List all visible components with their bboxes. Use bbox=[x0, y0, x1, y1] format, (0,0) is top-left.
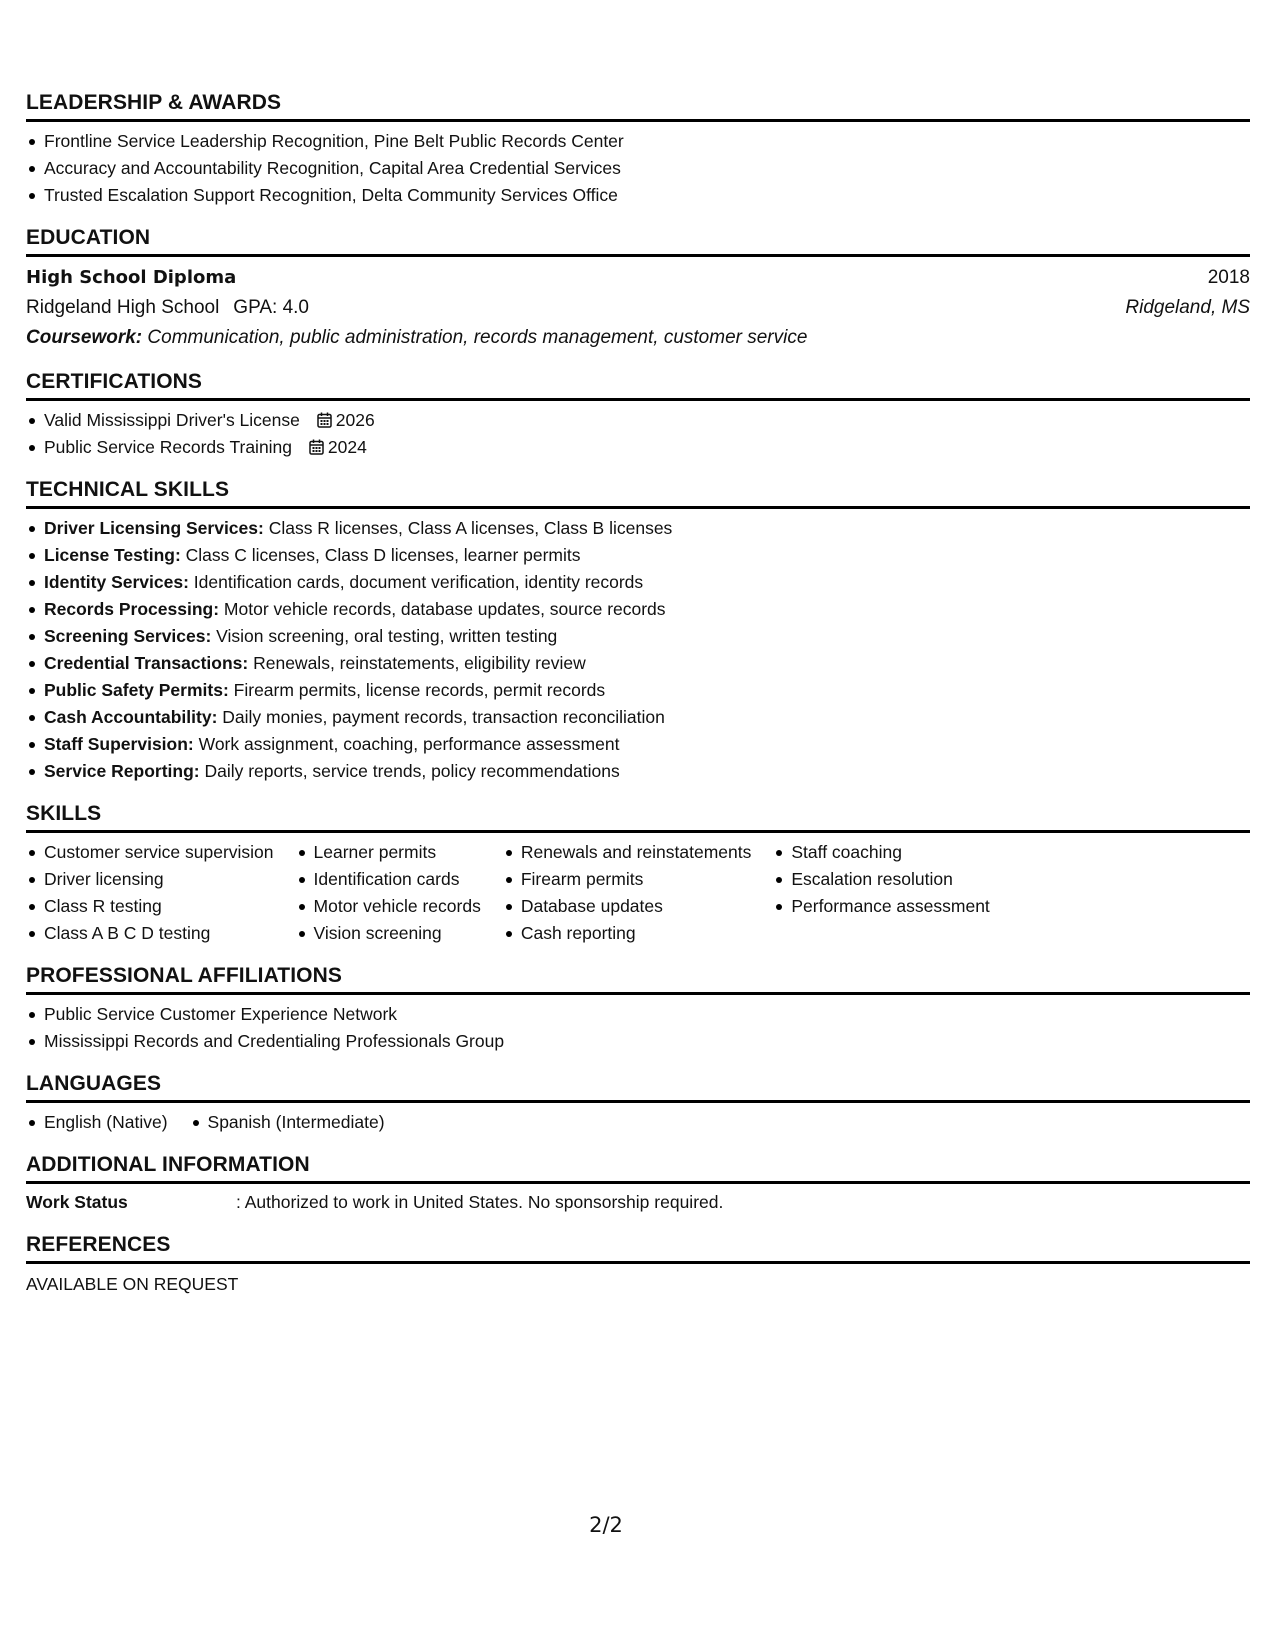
list-item: Motor vehicle records bbox=[296, 893, 481, 920]
certifications-list bbox=[26, 407, 1250, 461]
list-item bbox=[26, 704, 1250, 731]
list-item: Cash reporting bbox=[503, 920, 752, 947]
list-item bbox=[26, 650, 1250, 677]
work-status-value: : Authorized to work in United States. No sponsorship required. bbox=[236, 1192, 724, 1212]
skill-category: Credential Transactions: bbox=[44, 653, 249, 673]
certification-year: 2026 bbox=[335, 410, 375, 430]
list-item: Identification cards bbox=[296, 866, 481, 893]
list-item bbox=[26, 569, 1250, 596]
education-degree: High School Diploma bbox=[26, 267, 237, 288]
language-list bbox=[26, 1109, 168, 1136]
skill-category: Public Safety Permits: bbox=[44, 680, 229, 700]
list-item bbox=[26, 731, 1250, 758]
section-title-skills: SKILLS bbox=[26, 801, 1250, 833]
list-item: Frontline Service Leadership Recognition, Pine Belt Public Records Center bbox=[26, 128, 1250, 155]
skills-column bbox=[773, 839, 989, 947]
calendar-icon bbox=[317, 412, 332, 428]
resume-page bbox=[26, 90, 1250, 1314]
skill-detail: Daily reports, service trends, policy recommendations bbox=[199, 761, 620, 781]
section-title-certifications: CERTIFICATIONS bbox=[26, 369, 1250, 401]
education-section bbox=[26, 225, 1250, 353]
skill-category: Screening Services: bbox=[44, 626, 212, 646]
leadership-section bbox=[26, 90, 1250, 209]
skill-detail: Renewals, reinstatements, eligibility review bbox=[248, 653, 586, 673]
skill-category: Identity Services: bbox=[44, 572, 189, 592]
list-item: Firearm permits bbox=[503, 866, 752, 893]
list-item: Mississippi Records and Credentialing Professionals Group bbox=[26, 1028, 1250, 1055]
skill-detail: Identification cards, document verification, identity records bbox=[188, 572, 644, 592]
education-header-row bbox=[26, 263, 1250, 293]
language-item: Spanish (Intermediate) bbox=[190, 1109, 385, 1136]
certification-name: Public Service Records Training bbox=[44, 437, 293, 457]
page-number: 2/2 bbox=[589, 1513, 623, 1537]
skill-detail: Class C licenses, Class D licenses, learner permits bbox=[180, 545, 581, 565]
section-title-leadership: LEADERSHIP & AWARDS bbox=[26, 90, 1250, 122]
list-item: Performance assessment bbox=[773, 893, 989, 920]
list-item: Trusted Escalation Support Recognition, Delta Community Services Office bbox=[26, 182, 1250, 209]
language-list bbox=[190, 1109, 385, 1136]
education-school: Ridgeland High School bbox=[26, 297, 220, 318]
education-coursework bbox=[26, 323, 1250, 353]
skill-detail: Work assignment, coaching, performance assessment bbox=[193, 734, 620, 754]
list-item: Escalation resolution bbox=[773, 866, 989, 893]
certification-item bbox=[26, 434, 1250, 461]
list-item bbox=[26, 677, 1250, 704]
education-school-wrap bbox=[26, 293, 309, 323]
affiliations-list bbox=[26, 1001, 1250, 1055]
list-item: Learner permits bbox=[296, 839, 481, 866]
skills-grid bbox=[26, 839, 1250, 947]
certification-name: Valid Mississippi Driver's License bbox=[44, 410, 300, 430]
skill-detail: Class R licenses, Class A licenses, Class B licenses bbox=[263, 518, 673, 538]
skill-category: Records Processing: bbox=[44, 599, 220, 619]
leadership-list bbox=[26, 128, 1250, 209]
languages-row bbox=[26, 1109, 1250, 1136]
list-item: Class A B C D testing bbox=[26, 920, 274, 947]
skills-column bbox=[26, 839, 274, 947]
calendar-icon bbox=[309, 439, 324, 455]
work-status-row bbox=[26, 1188, 1250, 1216]
coursework-text: Communication, public administration, records management, customer service bbox=[142, 327, 808, 348]
additional-info-section bbox=[26, 1152, 1250, 1216]
list-item: Staff coaching bbox=[773, 839, 989, 866]
list-item: Database updates bbox=[503, 893, 752, 920]
skill-detail: Vision screening, oral testing, written testing bbox=[211, 626, 558, 646]
certifications-section bbox=[26, 369, 1250, 461]
section-title-additional-info: ADDITIONAL INFORMATION bbox=[26, 1152, 1250, 1184]
language-item: English (Native) bbox=[26, 1109, 168, 1136]
skills-column bbox=[296, 839, 481, 947]
list-item bbox=[26, 515, 1250, 542]
affiliations-section bbox=[26, 963, 1250, 1055]
education-school-row bbox=[26, 293, 1250, 323]
list-item bbox=[26, 542, 1250, 569]
technical-skills-section bbox=[26, 477, 1250, 785]
skill-category: Cash Accountability: bbox=[44, 707, 218, 727]
list-item bbox=[26, 623, 1250, 650]
section-title-languages: LANGUAGES bbox=[26, 1071, 1250, 1103]
section-title-affiliations: PROFESSIONAL AFFILIATIONS bbox=[26, 963, 1250, 995]
skill-detail: Firearm permits, license records, permit records bbox=[228, 680, 606, 700]
list-item: Class R testing bbox=[26, 893, 274, 920]
technical-skills-list bbox=[26, 515, 1250, 785]
skills-section bbox=[26, 801, 1250, 947]
skill-detail: Daily monies, payment records, transaction reconciliation bbox=[217, 707, 665, 727]
education-gpa: GPA: 4.0 bbox=[233, 297, 309, 318]
languages-section bbox=[26, 1071, 1250, 1136]
references-text: AVAILABLE ON REQUEST bbox=[26, 1274, 239, 1294]
certification-year: 2024 bbox=[327, 437, 367, 457]
list-item: Customer service supervision bbox=[26, 839, 274, 866]
coursework-label: Coursework: bbox=[26, 327, 143, 348]
skill-detail: Motor vehicle records, database updates, source records bbox=[219, 599, 666, 619]
education-location: Ridgeland, MS bbox=[1125, 297, 1250, 318]
list-item: Public Service Customer Experience Network bbox=[26, 1001, 1250, 1028]
list-item bbox=[26, 758, 1250, 785]
section-title-education: EDUCATION bbox=[26, 225, 1250, 257]
work-status-label: Work Status bbox=[26, 1192, 128, 1212]
skill-category: Service Reporting: bbox=[44, 761, 200, 781]
skill-category: Driver Licensing Services: bbox=[44, 518, 264, 538]
list-item: Accuracy and Accountability Recognition, Capital Area Credential Services bbox=[26, 155, 1250, 182]
skills-column bbox=[503, 839, 752, 947]
skill-category: License Testing: bbox=[44, 545, 181, 565]
education-year: 2018 bbox=[1207, 267, 1250, 288]
list-item: Renewals and reinstatements bbox=[503, 839, 752, 866]
certification-item bbox=[26, 407, 1250, 434]
references-section bbox=[26, 1232, 1250, 1298]
list-item: Vision screening bbox=[296, 920, 481, 947]
section-title-technical-skills: TECHNICAL SKILLS bbox=[26, 477, 1250, 509]
list-item bbox=[26, 596, 1250, 623]
skill-category: Staff Supervision: bbox=[44, 734, 194, 754]
section-title-references: REFERENCES bbox=[26, 1232, 1250, 1264]
list-item: Driver licensing bbox=[26, 866, 274, 893]
